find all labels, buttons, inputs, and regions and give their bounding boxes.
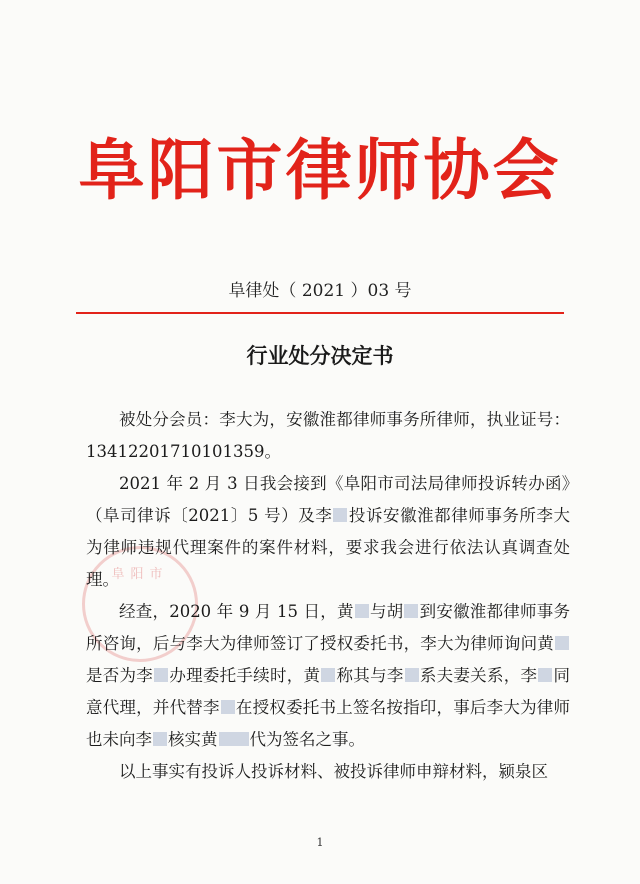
paragraph-complaint [86, 468, 570, 596]
redaction-block [153, 732, 167, 746]
document-body [86, 404, 570, 788]
redaction-block [355, 604, 369, 618]
redaction-block [219, 732, 249, 746]
findings-text: 办理委托手续时，黄 [169, 666, 321, 685]
document-number: 阜律处（ 2021 ）03 号 [228, 281, 412, 301]
redaction-block [321, 668, 335, 682]
redaction-block [405, 668, 419, 682]
findings-text: 核实黄 [168, 730, 218, 749]
findings-text: 到安徽淮都律师事务所咨询，后与李大为律师签订了授权委托书，李大为律师询问黄 [86, 602, 571, 653]
redaction-block [333, 508, 347, 522]
complaint-text-start: 2021 年 2 月 3 日我会接到《阜阳市司法局律师投诉转办函》（阜司律诉〔2021〕5 号）及李 [86, 474, 570, 525]
paragraph-evidence: 以上事实有投诉人投诉材料、被投诉律师申辩材料，颍泉区 [119, 762, 548, 781]
findings-text: 与胡 [369, 602, 404, 621]
findings-text: 代为签名之事。 [249, 730, 365, 749]
findings-text: 经查，2020 年 9 月 15 日，黄 [119, 602, 354, 621]
page-number: 1 [316, 836, 324, 849]
redaction-block [404, 604, 418, 618]
redaction-block [538, 668, 552, 682]
paragraph-respondent: 被处分会员：李大为，安徽淮都律师事务所律师，执业证号：13412201710101359。 [86, 410, 570, 461]
paragraph-findings [86, 596, 570, 756]
findings-text: 是否为李 [86, 666, 154, 685]
document-title: 行业处分决定书 [246, 343, 394, 368]
findings-text: 在授权委托书上签名按指印，事后李大为律师也未向李 [86, 698, 571, 749]
seal-text: 阜阳市 [111, 567, 169, 582]
redaction-block [555, 636, 569, 650]
redaction-block [154, 668, 168, 682]
redaction-block [221, 700, 235, 714]
red-divider [76, 312, 564, 314]
complaint-text-end: 投诉安徽淮都律师事务所李大为律师违规代理案件的案件材料，要求我会进行依法认真调查处理。 [86, 506, 571, 589]
findings-text: 同意代理，并代替李 [86, 666, 571, 717]
findings-text: 称其与李 [336, 666, 404, 685]
findings-text: 系夫妻关系，李 [419, 666, 538, 685]
org-name-heading: 阜阳市律师协会 [78, 132, 562, 209]
